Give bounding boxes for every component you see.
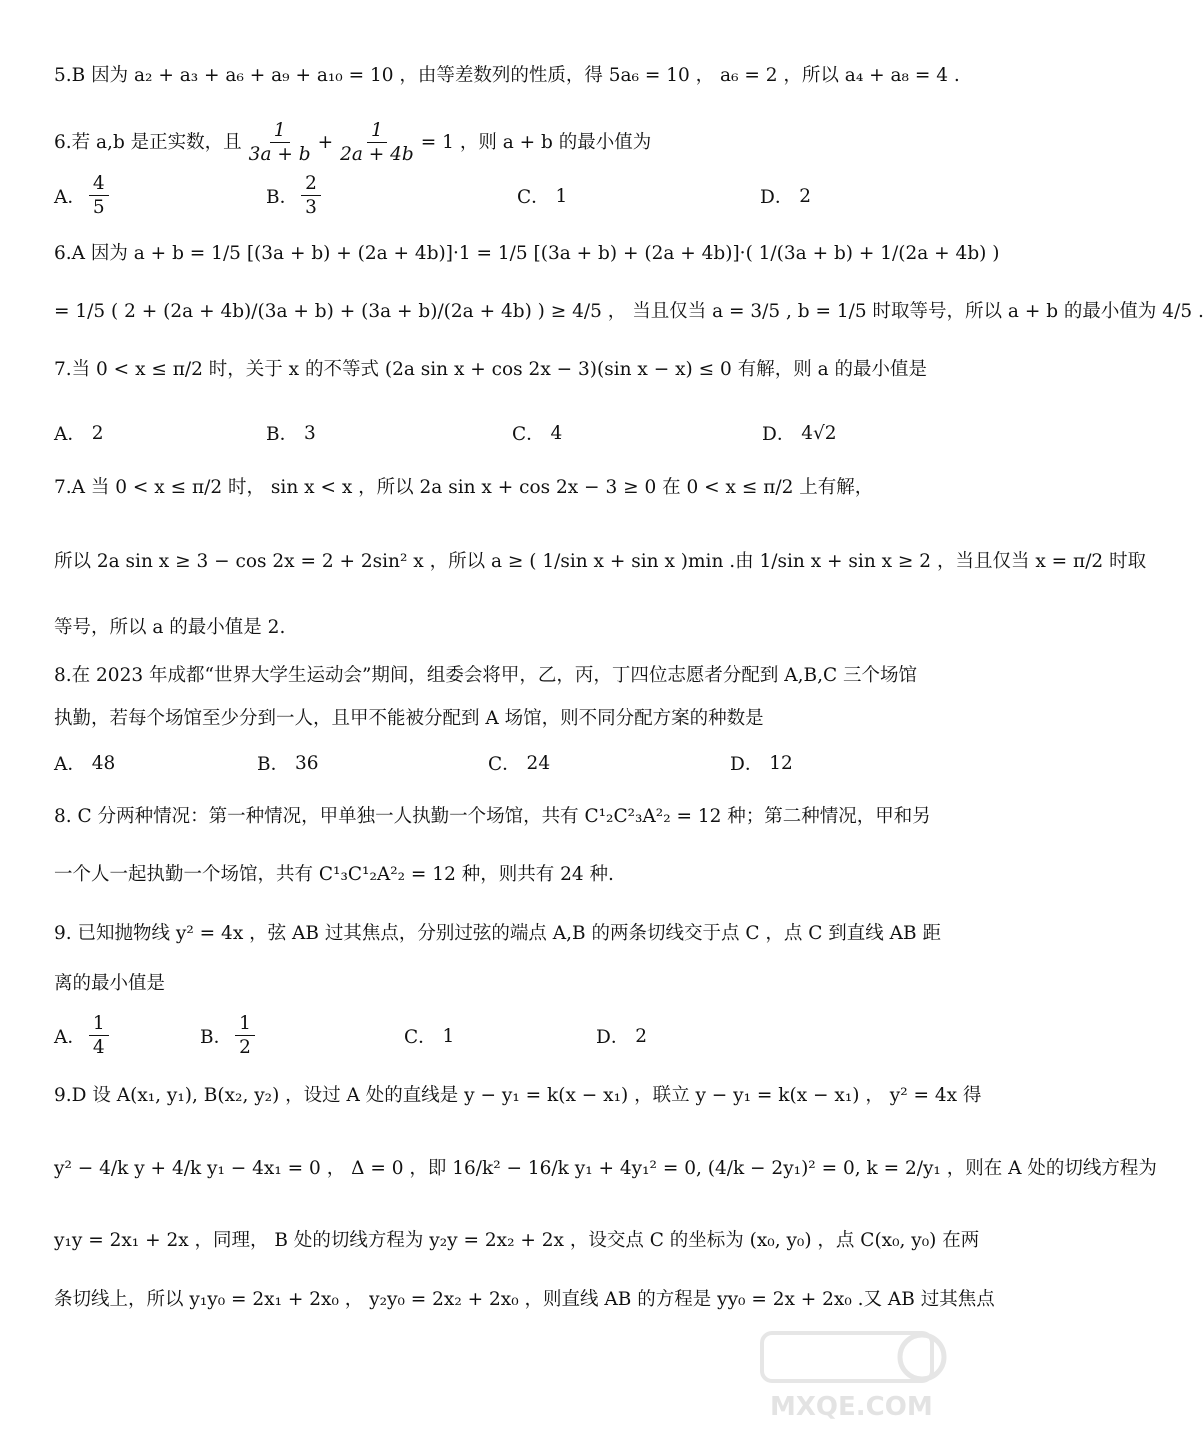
q8-option-a: A． 48 [54,752,116,775]
q6-answer-line-2: = 1/5 ( 2 + (2a + 4b)/(3a + b) + (3a + b)/(2a + 4b) ) ≥ 4/5 ， 当且仅当 a = 3/5 , b = 1/5 时取等号，所以 a + b 的最小值为 4/5 . [54,301,1204,322]
q8-option-b: B． 36 [257,752,319,775]
q9-answer-line-3: y₁y = 2x₁ + 2x ，同理， B 处的切线方程为 y₂y = 2x₂ + 2x ，设交点 C 的坐标为 (x₀, y₀) ，点 C(x₀, y₀) 在两 [54,1230,980,1251]
q6-frac-1: $\frac{1}{3a + b}$ [248,119,311,165]
q7-answer-line-3: 等号，所以 a 的最小值是 2. [54,617,286,638]
q7-option-d: D． 4√2 [762,422,837,445]
q6-options [54,168,960,224]
q6-option-b: B． $\frac{2}{3}$ [266,168,324,224]
q6-stem-b: = 1 ，则 a + b 的最小值为 [420,132,652,153]
q6-stem-a: 6.若 a,b 是正实数，且 [54,132,242,153]
q8-option-d: D． 12 [730,752,793,775]
q9-stem-line-1: 9. 已知抛物线 y² = 4x ，弦 AB 过其焦点，分别过弦的端点 A,B 的两条切线交于点 C ，点 C 到直线 AB 距 [54,923,941,944]
watermark-logo [752,1325,972,1425]
q8-answer-line-1: 8. C 分两种情况：第一种情况，甲单独一人执勤一个场馆，共有 C¹₂C²₃A²₂ = 12 种；第二种情况，甲和另 [54,806,931,827]
q9-option-b: B． $\frac{1}{2}$ [200,1008,258,1064]
q7-option-b: B． 3 [266,422,316,445]
q6-stem: 6.若 a,b 是正实数，且 $\frac{1}{3a + b}$ + $\frac{1}{2a + 4b}$ = 1 ，则 a + b 的最小值为 [54,119,652,165]
watermark-graphic [752,1325,972,1425]
q7-stem: 7.当 0 < x ≤ π/2 时，关于 x 的不等式 (2a sin x + cos 2x − 3)(sin x − x) ≤ 0 有解，则 a 的最小值是 [54,359,927,380]
q8-options [54,735,960,791]
q8-option-c: C． 24 [488,752,551,775]
q9-option-d: D． 2 [596,1025,648,1048]
q7-options [54,405,960,461]
q9-option-a: A． $\frac{1}{4}$ [54,1008,112,1064]
q9-answer-line-1: 9.D 设 A(x₁, y₁), B(x₂, y₂) ，设过 A 处的直线是 y − y₁ = k(x − x₁) ，联立 y − y₁ = k(x − x₁) ， y² = 4x 得 [54,1085,982,1106]
q9-answer-line-2: y² − 4/k y + 4/k y₁ − 4x₁ = 0 ， Δ = 0 ，即 16/k² − 16/k y₁ + 4y₁² = 0, (4/k − 2y₁)² = 0, k = 2/y₁ ，则在 A 处的切线方程为 [54,1158,1157,1179]
q8-answer-line-2: 一个人一起执勤一个场馆，共有 C¹₃C¹₂A²₂ = 12 种，则共有 24 种. [54,864,614,885]
q9-stem-line-2: 离的最小值是 [54,973,166,994]
q6-option-c: C． 1 [517,185,568,208]
q9-answer-line-4: 条切线上，所以 y₁y₀ = 2x₁ + 2x₀ ， y₂y₀ = 2x₂ + 2x₀ ，则直线 AB 的方程是 yy₀ = 2x + 2x₀ .又 AB 过其焦点 [54,1289,995,1310]
watermark-text: MXQE.COM [770,1392,933,1422]
q7-answer-line-1: 7.A 当 0 < x ≤ π/2 时， sin x < x ，所以 2a sin x + cos 2x − 3 ≥ 0 在 0 < x ≤ π/2 上有解， [54,477,874,498]
q9-options [54,1008,960,1064]
q9-option-c: C． 1 [404,1025,455,1048]
q6-frac-2: $\frac{1}{2a + 4b}$ [340,119,414,165]
q7-option-a: A． 2 [54,422,104,445]
q6-option-a: A． $\frac{4}{5}$ [54,168,112,224]
q6-option-d: D． 2 [760,185,812,208]
q5-answer: 5.B 因为 a₂ + a₃ + a₆ + a₉ + a₁₀ = 10 ，由等差数列的性质，得 5a₆ = 10 ， a₆ = 2 ，所以 a₄ + a₈ = 4 . [54,65,960,86]
q7-answer-line-2: 所以 2a sin x ≥ 3 − cos 2x = 2 + 2sin² x ，所以 a ≥ ( 1/sin x + sin x )min .由 1/sin x + sin x ≥ 2 ，当且仅当 x = π/2 时取 [54,551,1147,572]
q8-stem-line-2: 执勤，若每个场馆至少分到一人，且甲不能被分配到 A 场馆，则不同分配方案的种数是 [54,708,764,729]
q7-option-c: C． 4 [512,422,563,445]
q8-stem-line-1: 8.在 2023 年成都“世界大学生运动会”期间，组委会将甲，乙，丙，丁四位志愿者分配到 A,B,C 三个场馆 [54,665,918,686]
q6-answer-line-1: 6.A 因为 a + b = 1/5 [(3a + b) + (2a + 4b)]·1 = 1/5 [(3a + b) + (2a + 4b)]·( 1/(3a + b) + 1/(2a + 4b) ) [54,243,1000,264]
